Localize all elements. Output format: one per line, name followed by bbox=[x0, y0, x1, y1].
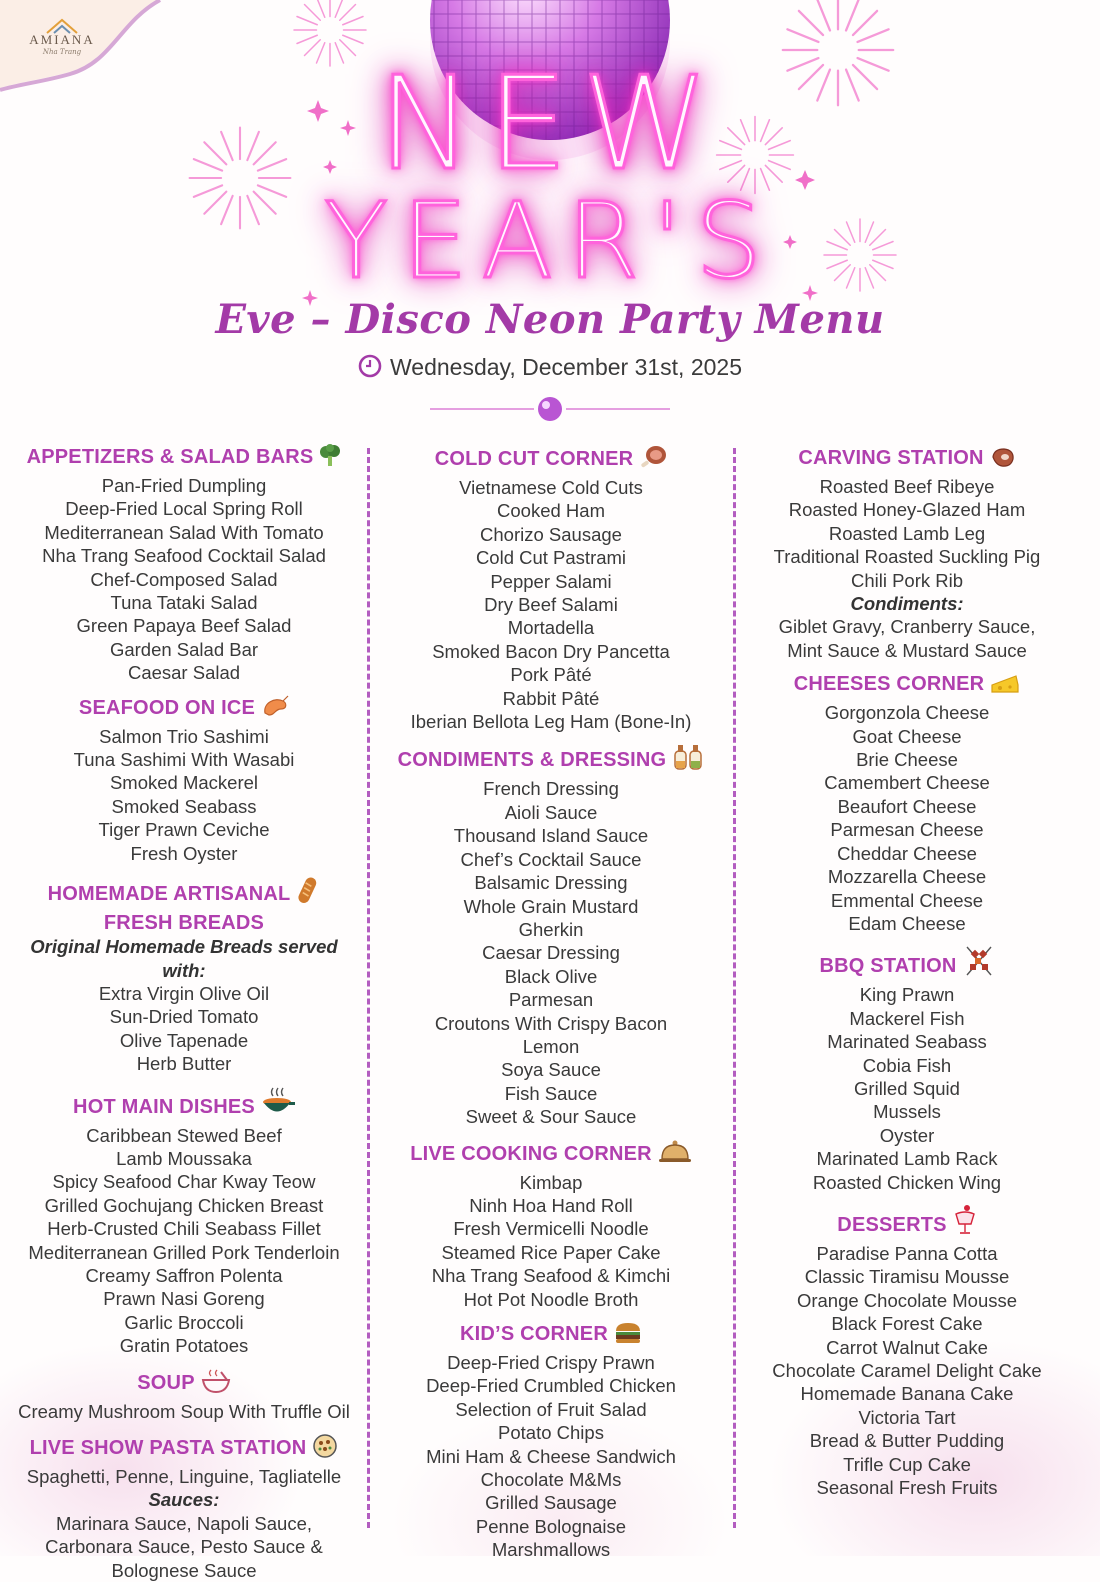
menu-item: Whole Grain Mustard bbox=[463, 895, 639, 917]
brand-name: AMIANA bbox=[29, 32, 95, 47]
menu-item: Goat Cheese bbox=[852, 725, 962, 747]
menu-item: Gorgonzola Cheese bbox=[824, 702, 990, 724]
section-heading: HOMEMADE ARTISANAL bbox=[14, 875, 354, 911]
menu-item: Bolognese Sauce bbox=[111, 1559, 257, 1581]
menu-item: Emmental Cheese bbox=[830, 889, 984, 911]
menu-item: Soya Sauce bbox=[501, 1059, 601, 1081]
menu-item: Vietnamese Cold Cuts bbox=[459, 477, 643, 498]
menu-item: Rabbit Pâté bbox=[502, 687, 600, 709]
menu-item: Green Papaya Beef Salad bbox=[76, 615, 292, 637]
menu-column-2 bbox=[380, 444, 722, 1562]
shrimp-icon bbox=[261, 695, 289, 725]
menu-item: Smoked Seabass bbox=[111, 795, 257, 817]
menu-section-live-cooking bbox=[380, 1139, 722, 1311]
menu-item: Roasted Chicken Wing bbox=[812, 1171, 1002, 1193]
menu-item: Giblet Gravy, Cranberry Sauce, bbox=[778, 616, 1036, 638]
clock-icon bbox=[358, 354, 382, 378]
section-heading: KID’S CORNER bbox=[380, 1321, 722, 1351]
menu-item: Mussels bbox=[873, 1101, 941, 1123]
section-heading: COLD CUT CORNER bbox=[380, 444, 722, 476]
sundae-icon bbox=[953, 1204, 977, 1242]
menu-item: Cheddar Cheese bbox=[837, 842, 977, 864]
skewers-icon bbox=[963, 945, 995, 983]
menu-section-appetizers bbox=[14, 444, 354, 685]
menu-item: Deep-Fried Crispy Prawn bbox=[447, 1352, 655, 1373]
menu-section-kids bbox=[380, 1321, 722, 1562]
menu-item: Tuna Tataki Salad bbox=[110, 592, 258, 614]
menu-section-condiments bbox=[380, 743, 722, 1128]
menu-item: Carbonara Sauce, Pesto Sauce & bbox=[45, 1536, 323, 1558]
menu-item: Grilled Squid bbox=[854, 1077, 960, 1099]
menu-section-pasta bbox=[14, 1433, 354, 1582]
burger-icon bbox=[614, 1321, 642, 1351]
menu-section-desserts bbox=[748, 1204, 1066, 1499]
section-heading: CONDIMENTS & DRESSING bbox=[380, 743, 722, 777]
column-divider bbox=[733, 448, 736, 1528]
menu-item: Pepper Salami bbox=[490, 570, 612, 592]
menu-item: Cobia Fish bbox=[862, 1054, 952, 1076]
menu-section-carving bbox=[748, 446, 1066, 662]
menu-item: Dry Beef Salami bbox=[484, 594, 618, 616]
menu-item: Deep-Fried Crumbled Chicken bbox=[426, 1375, 676, 1397]
menu-item: Black Forest Cake bbox=[831, 1313, 983, 1335]
menu-item: Smoked Mackerel bbox=[109, 772, 259, 794]
menu-item: Chorizo Sausage bbox=[480, 523, 622, 545]
menu-item: Selection of Fruit Salad bbox=[455, 1398, 647, 1420]
menu-item: Fresh Vermicelli Noodle bbox=[453, 1218, 649, 1240]
menu-section-cheeses bbox=[748, 672, 1066, 935]
menu-item: Paradise Panna Cotta bbox=[816, 1242, 998, 1264]
section-heading: SEAFOOD ON ICE bbox=[14, 695, 354, 725]
menu-item: Chocolate M&Ms bbox=[480, 1469, 622, 1491]
menu-item: Herb-Crusted Chili Seabass Fillet bbox=[47, 1218, 321, 1240]
soup-bowl-icon bbox=[201, 1368, 231, 1400]
menu-item: Potato Chips bbox=[498, 1422, 604, 1444]
menu-item: Sun-Dried Tomato bbox=[109, 1006, 259, 1028]
menu-item: Hot Pot Noodle Broth bbox=[463, 1288, 639, 1310]
condiment-bottles-icon bbox=[672, 743, 704, 777]
section-heading: CARVING STATION bbox=[748, 446, 1066, 475]
menu-item: Cold Cut Pastrami bbox=[475, 547, 627, 569]
menu-section-hot-mains bbox=[14, 1086, 354, 1358]
menu-item: Spicy Seafood Char Kway Teow bbox=[52, 1171, 316, 1193]
menu-column-1 bbox=[14, 444, 354, 1582]
menu-item: Black Olive bbox=[504, 965, 598, 987]
menu-item: Edam Cheese bbox=[848, 912, 966, 934]
menu-item: Nha Trang Seafood Cocktail Salad bbox=[42, 545, 326, 567]
section-heading: BBQ STATION bbox=[748, 945, 1066, 983]
menu-item: Grilled Sausage bbox=[485, 1492, 617, 1514]
menu-item: Croutons With Crispy Bacon bbox=[434, 1012, 668, 1034]
menu-item: Spaghetti, Penne, Linguine, Tagliatelle bbox=[26, 1466, 342, 1487]
menu-item: Orange Chocolate Mousse bbox=[796, 1289, 1018, 1311]
page-subtitle: Eve – Disco Neon Party Menu bbox=[215, 296, 885, 343]
menu-item: Parmesan Cheese bbox=[830, 819, 984, 841]
menu-section-soup bbox=[14, 1368, 354, 1423]
menu-column-3 bbox=[748, 446, 1066, 1499]
cheese-icon bbox=[990, 673, 1020, 701]
menu-item: Fish Sauce bbox=[504, 1082, 598, 1104]
menu-item: Marinated Seabass bbox=[827, 1031, 987, 1053]
disco-ball-divider bbox=[430, 396, 670, 422]
menu-item: Beaufort Cheese bbox=[837, 795, 977, 817]
menu-item: Parmesan bbox=[508, 989, 594, 1011]
menu-item: Garden Salad Bar bbox=[109, 638, 259, 660]
hot-pot-icon bbox=[261, 1086, 295, 1124]
menu-item: Pork Pâté bbox=[510, 664, 592, 686]
menu-item: Chili Pork Rib bbox=[850, 569, 964, 591]
menu-item: Mackerel Fish bbox=[849, 1007, 965, 1029]
section-heading: DESSERTS bbox=[748, 1204, 1066, 1242]
menu-item: Camembert Cheese bbox=[824, 772, 990, 794]
menu-item: Smoked Bacon Dry Pancetta bbox=[432, 640, 670, 662]
menu-item: Creamy Saffron Polenta bbox=[85, 1264, 283, 1286]
menu-item: Caesar Dressing bbox=[482, 942, 620, 964]
menu-item: French Dressing bbox=[483, 778, 619, 800]
title-years: YEAR'S bbox=[324, 180, 776, 302]
menu-item: Extra Virgin Olive Oil bbox=[98, 982, 270, 1004]
menu-item: Chocolate Caramel Delight Cake bbox=[772, 1360, 1042, 1381]
section-heading: LIVE COOKING CORNER bbox=[380, 1139, 722, 1171]
menu-item: Steamed Rice Paper Cake bbox=[441, 1241, 661, 1263]
menu-item: Roasted Honey-Glazed Ham bbox=[788, 499, 1026, 521]
menu-item: Mint Sauce & Mustard Sauce bbox=[787, 639, 1027, 661]
menu-section-bbq bbox=[748, 945, 1066, 1194]
event-date bbox=[0, 354, 1100, 381]
menu-item: Caribbean Stewed Beef bbox=[86, 1124, 282, 1146]
menu-item: Marshmallows bbox=[491, 1539, 611, 1561]
menu-item: Tiger Prawn Ceviche bbox=[98, 819, 270, 841]
menu-item: Mediterranean Grilled Pork Tenderloin bbox=[28, 1241, 340, 1263]
menu-item: Balsamic Dressing bbox=[474, 872, 628, 894]
section-heading: HOT MAIN DISHES bbox=[14, 1086, 354, 1124]
menu-item: Aioli Sauce bbox=[504, 801, 598, 823]
menu-item: Mediterranean Salad With Tomato bbox=[44, 521, 324, 543]
menu-item: Penne Bolognaise bbox=[475, 1515, 627, 1537]
menu-item: Classic Tiramisu Mousse bbox=[804, 1266, 1010, 1288]
menu-item: Mortadella bbox=[507, 617, 595, 639]
menu-item: Victoria Tart bbox=[858, 1406, 956, 1428]
menu-item: Gherkin bbox=[518, 918, 584, 940]
menu-item: Pan-Fried Dumpling bbox=[101, 475, 267, 496]
menu-item: Homemade Banana Cake bbox=[800, 1383, 1014, 1405]
menu-item: Prawn Nasi Goreng bbox=[103, 1288, 265, 1310]
column-divider bbox=[367, 448, 370, 1528]
steak-icon bbox=[990, 447, 1016, 475]
event-date-text: Wednesday, December 31st, 2025 bbox=[389, 354, 743, 380]
menu-item: Sweet & Sour Sauce bbox=[465, 1106, 637, 1128]
menu-item: Bread & Butter Pudding bbox=[809, 1430, 1005, 1452]
section-heading: SOUP bbox=[14, 1368, 354, 1400]
menu-item: Fresh Oyster bbox=[130, 842, 238, 864]
menu-item: Salmon Trio Sashimi bbox=[99, 725, 269, 747]
menu-item: Gratin Potatoes bbox=[119, 1335, 249, 1357]
menu-item: Deep-Fried Local Spring Roll bbox=[65, 498, 303, 520]
menu-item: Kimbap bbox=[519, 1171, 583, 1193]
menu-item: Brie Cheese bbox=[856, 749, 958, 771]
cloche-icon bbox=[658, 1139, 692, 1171]
section-heading: CHEESES CORNER bbox=[748, 672, 1066, 701]
menu-item: Roasted Beef Ribeye bbox=[819, 476, 995, 497]
menu-section-cold-cut bbox=[380, 444, 722, 733]
menu-item: Cooked Ham bbox=[497, 500, 605, 522]
menu-section-seafood bbox=[14, 695, 354, 865]
menu-item: Mini Ham & Cheese Sandwich bbox=[426, 1445, 676, 1467]
section-heading: LIVE SHOW PASTA STATION bbox=[14, 1433, 354, 1465]
menu-item: King Prawn bbox=[859, 984, 955, 1006]
menu-item: Carrot Walnut Cake bbox=[826, 1336, 988, 1358]
menu-item: Olive Tapenade bbox=[119, 1029, 249, 1051]
menu-item: Roasted Lamb Leg bbox=[828, 522, 986, 544]
section-heading-line2: FRESH BREADS bbox=[103, 912, 265, 935]
menu-item: Lemon bbox=[522, 1035, 580, 1057]
menu-item: Creamy Mushroom Soup With Truffle Oil bbox=[18, 1400, 350, 1422]
section-heading: APPETIZERS & SALAD BARS bbox=[14, 444, 354, 474]
ham-leg-icon bbox=[639, 444, 667, 476]
menu-item: Chef-Composed Salad bbox=[90, 568, 278, 590]
menu-item: Herb Butter bbox=[136, 1053, 232, 1075]
title-new: NEW bbox=[377, 50, 723, 199]
menu-item: Chef’s Cocktail Sauce bbox=[460, 848, 642, 870]
menu-item: Iberian Bellota Leg Ham (Bone-In) bbox=[410, 711, 692, 733]
menu-item: Ninh Hoa Hand Roll bbox=[469, 1194, 633, 1216]
menu-item: Trifle Cup Cake bbox=[843, 1453, 971, 1475]
menu-item: Traditional Roasted Suckling Pig bbox=[773, 546, 1041, 568]
menu-item: Oyster bbox=[879, 1124, 935, 1146]
menu-item: Seasonal Fresh Fruits bbox=[816, 1477, 998, 1499]
menu-item: Marinated Lamb Rack bbox=[816, 1148, 998, 1170]
menu-item: Caesar Salad bbox=[127, 662, 241, 684]
menu-item: Nha Trang Seafood & Kimchi bbox=[431, 1265, 671, 1287]
brand-tagline: Nha Trang bbox=[42, 48, 82, 56]
menu-item: Grilled Gochujang Chicken Breast bbox=[44, 1194, 324, 1216]
section-note: Condiments: bbox=[850, 593, 964, 615]
section-note: Sauces: bbox=[148, 1489, 220, 1511]
menu-item: Tuna Sashimi With Wasabi bbox=[73, 749, 295, 771]
menu-item: Mozzarella Cheese bbox=[827, 866, 987, 888]
menu-item: Marinara Sauce, Napoli Sauce, bbox=[55, 1512, 313, 1534]
pasta-icon bbox=[312, 1433, 338, 1465]
broccoli-icon bbox=[319, 444, 341, 474]
menu-section-breads bbox=[14, 875, 354, 1075]
menu-item: Garlic Broccoli bbox=[124, 1311, 244, 1333]
section-note: Original Homemade Breads served with: bbox=[30, 936, 338, 981]
bread-icon bbox=[296, 875, 320, 911]
menu-item: Lamb Moussaka bbox=[116, 1147, 252, 1169]
menu-item: Thousand Island Sauce bbox=[453, 825, 649, 847]
